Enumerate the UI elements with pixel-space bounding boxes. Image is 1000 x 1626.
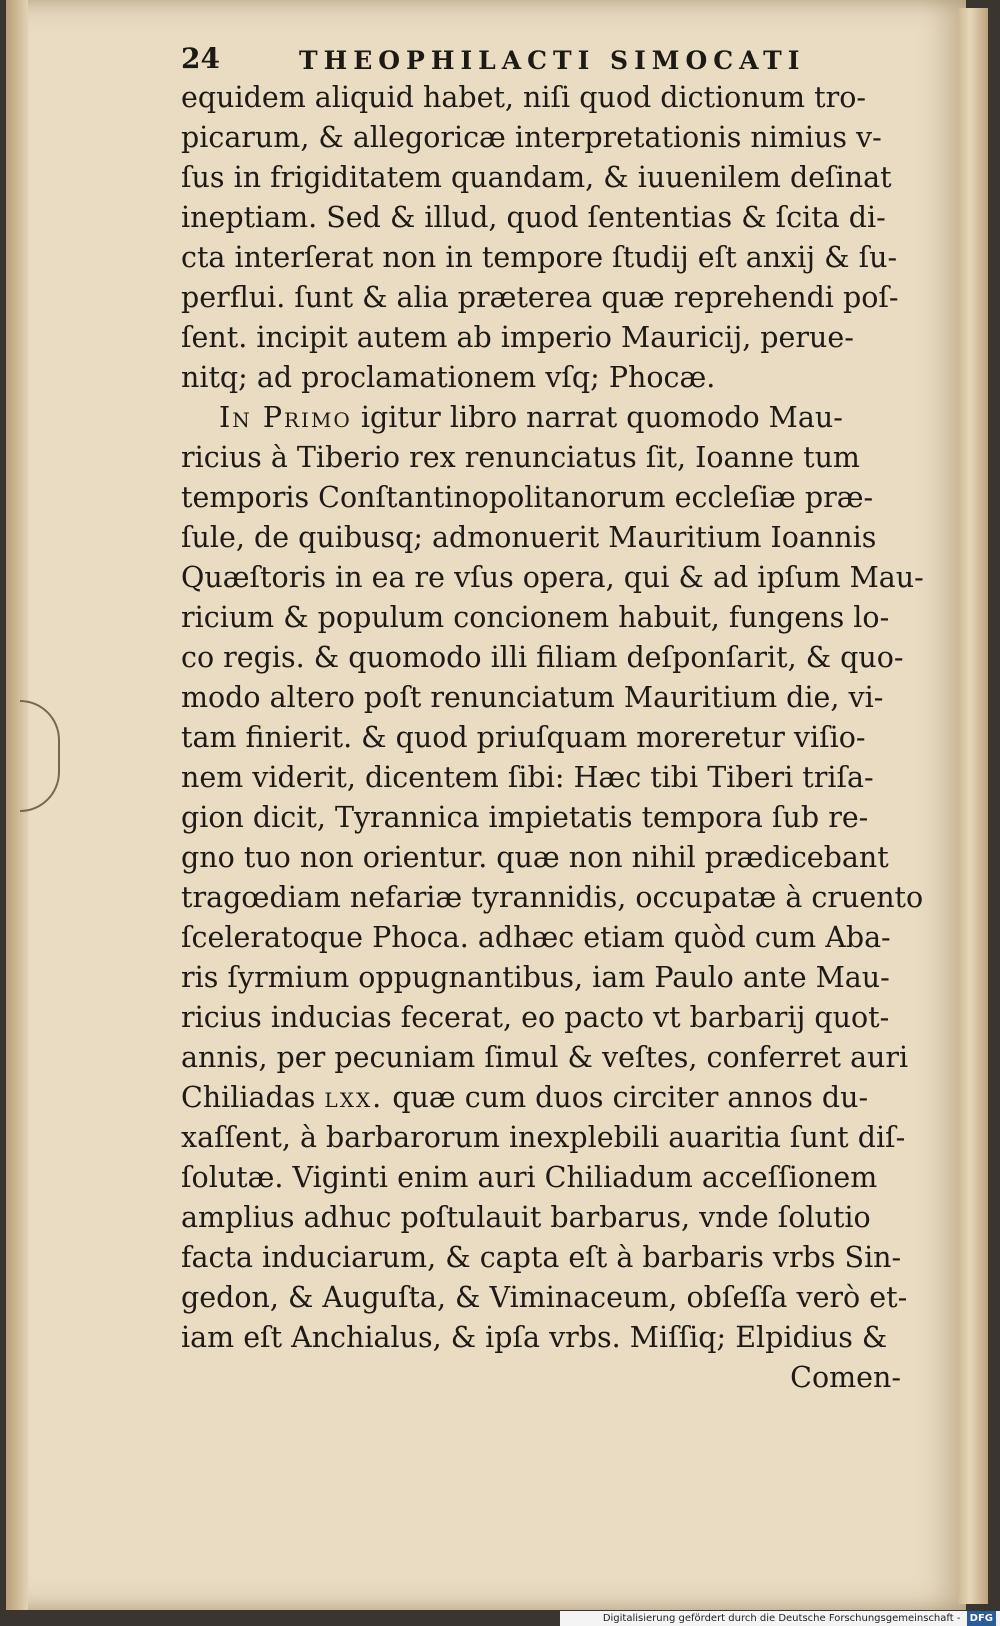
text-line: nitq; ad proclamationem vſq; Phocæ. xyxy=(181,361,716,394)
text-line: nem viderit, dicentem ſibi: Hæc tibi Tiberi triſa- xyxy=(181,761,874,794)
text-line: Quæſtoris in ea re vſus opera, qui & ad ipſum Mau- xyxy=(181,561,924,594)
text-line: gion dicit, Tyrannica impietatis tempora ſub re- xyxy=(181,801,869,834)
roman-numeral: lxx. xyxy=(324,1081,384,1114)
dfg-logo: DFG xyxy=(967,1611,996,1626)
text-line: ricium & populum concionem habuit, fungens lo- xyxy=(181,601,890,634)
text-line: gno tuo non orientur. quæ non nihil prædicebant xyxy=(181,841,889,874)
body-text xyxy=(181,78,924,1398)
text-line: perflui. ſunt & alia præterea quæ reprehendi poſ- xyxy=(181,281,899,314)
page-stack-edge xyxy=(958,8,988,1604)
footer-text: Digitalisierung gefördert durch die Deutsche Forschungsgemeinschaft - xyxy=(602,1613,961,1624)
text-line: ris ſyrmium oppugnantibus, iam Paulo ante Mau- xyxy=(181,961,890,994)
text-line: co regis. & quomodo illi filiam deſponſarit, & quo- xyxy=(181,641,904,674)
binding-clip xyxy=(20,700,60,812)
text-line: gedon, & Auguſta, & Viminaceum, obſeſſa verò et- xyxy=(181,1281,908,1314)
text-line: modo altero poſt renunciatum Mauritium die, vi- xyxy=(181,681,884,714)
text-line: ricius inducias fecerat, eo pacto vt barbarij quot- xyxy=(181,1001,890,1034)
text-line: cta interſerat non in tempore ſtudij eſt anxij & ſu- xyxy=(181,241,898,274)
opening-line-rest: igitur libro narrat quomodo Mau- xyxy=(360,401,843,434)
chiliadas-word: Chiliadas xyxy=(181,1081,316,1114)
small-caps-lead: In Primo xyxy=(219,401,352,434)
text-line: temporis Conſtantinopolitanorum eccleſiæ præ- xyxy=(181,481,874,514)
digitization-footer xyxy=(560,1611,1000,1626)
text-line: ricius à Tiberio rex renunciatus ſit, Ioanne tum xyxy=(181,441,860,474)
text-line: amplius adhuc poſtulauit barbarus, vnde ſolutio xyxy=(181,1201,871,1234)
text-line: iam eſt Anchialus, & ipſa vrbs. Miſſiq; Elpidius & xyxy=(181,1321,888,1354)
text-line: ſolutæ. Viginti enim auri Chiliadum acceſſionem xyxy=(181,1161,878,1194)
book-page xyxy=(6,0,966,1610)
text-line: ſceleratoque Phoca. adhæc etiam quòd cum Aba- xyxy=(181,921,891,954)
text-line: ſent. incipit autem ab imperio Mauricij, perue- xyxy=(181,321,854,354)
chiliadas-line-rest: quæ cum duos circiter annos du- xyxy=(392,1081,869,1114)
running-head xyxy=(181,42,901,82)
text-line: picarum, & allegoricæ interpretationis nimius v- xyxy=(181,121,882,154)
text-line: xaſſent, à barbarorum inexplebili auaritia ſunt diſ- xyxy=(181,1121,906,1154)
chiliadas-line xyxy=(181,1078,901,1118)
page-number: 24 xyxy=(181,42,220,75)
text-line: facta induciarum, & capta eſt à barbaris vrbs Sin- xyxy=(181,1241,902,1274)
text-line: tragœdiam nefariæ tyrannidis, occupatæ à cruento xyxy=(181,881,924,914)
text-line: ineptiam. Sed & illud, quod ſententias & ſcita di- xyxy=(181,201,886,234)
text-line: tam finierit. & quod priuſquam moreretur viſio- xyxy=(181,721,866,754)
text-line: equidem aliquid habet, niſi quod dictionum tro- xyxy=(181,81,867,114)
paragraph-opening-line xyxy=(181,398,901,438)
running-title: THEOPHILACTI SIMOCATI xyxy=(299,46,806,75)
text-line: annis, per pecuniam ſimul & veſtes, conferret auri xyxy=(181,1041,909,1074)
text-line: ſus in frigiditatem quandam, & iuuenilem deſinat xyxy=(181,161,892,194)
catchword: Comen- xyxy=(790,1361,901,1394)
text-line: ſule, de quibusq; admonuerit Mauritium Ioannis xyxy=(181,521,877,554)
